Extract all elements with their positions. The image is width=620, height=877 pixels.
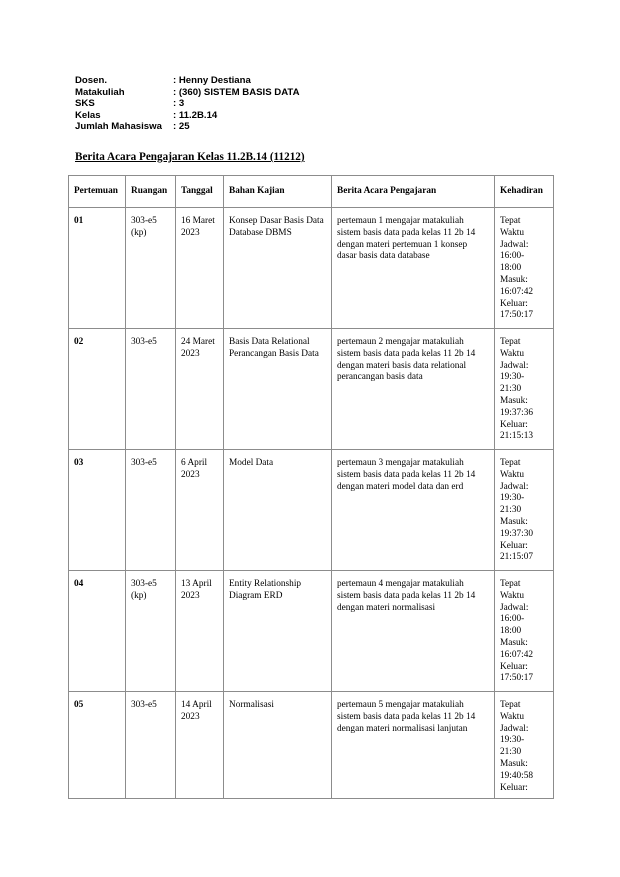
dosen-value: : Henny Destiana (173, 75, 251, 86)
info-row-dosen (75, 75, 300, 87)
kehadiran-line: 21:15:07 (500, 552, 534, 563)
kehadiran-line: Masuk: (500, 395, 528, 406)
cell-bahan-kajian: Normalisasi (224, 692, 332, 799)
jumlah-value: : 25 (173, 121, 190, 132)
kehadiran-line: 16:07:42 (500, 286, 534, 297)
kehadiran-line: 19:30- (500, 372, 525, 383)
kehadiran-line: Tepat (500, 700, 521, 710)
kehadiran-line: Jadwal: (500, 360, 529, 371)
kehadiran-line: 16:00- (500, 614, 525, 625)
kehadiran-line: Keluar: (500, 298, 528, 309)
kehadiran-line: Masuk: (500, 758, 528, 769)
column-header-tanggal: Tanggal (176, 176, 224, 208)
cell-bahan-kajian: Konsep Dasar Basis Data Database DBMS (224, 208, 332, 329)
kehadiran-line: Keluar: (500, 661, 528, 672)
kehadiran-line: Jadwal: (500, 481, 529, 492)
cell-ruangan: 303-e5 (kp) (126, 208, 176, 329)
cell-tanggal: 14 April 2023 (176, 692, 224, 799)
table-row (69, 692, 554, 799)
kehadiran-line: Waktu (500, 348, 525, 359)
cell-berita-acara: pertemaun 2 mengajar matakuliah sistem basis data pada kelas 11 2b 14 dengan materi basis data relational perancangan basis data (332, 329, 495, 450)
cell-kehadiran (495, 208, 554, 329)
kehadiran-line: 21:15:13 (500, 431, 534, 442)
kehadiran-line: Jadwal: (500, 723, 529, 734)
cell-pertemuan: 02 (69, 329, 126, 450)
cell-kehadiran (495, 329, 554, 450)
kehadiran-line: Tepat (500, 458, 521, 468)
cell-berita-acara: pertemaun 3 mengajar matakuliah sistem basis data pada kelas 11 2b 14 dengan materi model data dan erd (332, 450, 495, 571)
info-row-jumlah (75, 121, 300, 133)
table-row (69, 450, 554, 571)
cell-tanggal: 24 Maret 2023 (176, 329, 224, 450)
column-header-ruangan: Ruangan (126, 176, 176, 208)
column-header-kehadiran: Kehadiran (495, 176, 554, 208)
kehadiran-line: 16:00- (500, 251, 525, 262)
cell-tanggal: 13 April 2023 (176, 571, 224, 692)
cell-ruangan: 303-e5 (126, 329, 176, 450)
kehadiran-line: Tepat (500, 337, 521, 347)
kehadiran-line: Waktu (500, 227, 525, 238)
kehadiran-line: 18:00 (500, 626, 522, 637)
sks-label: SKS (75, 98, 95, 109)
kehadiran-line: 16:07:42 (500, 649, 534, 660)
jumlah-label: Jumlah Mahasiswa (75, 121, 162, 132)
kehadiran-line: 17:50:17 (500, 310, 534, 321)
kehadiran-line: 19:37:30 (500, 528, 534, 539)
kehadiran-line: Tepat (500, 579, 521, 589)
kehadiran-line: Tepat (500, 216, 521, 226)
kehadiran-line: Masuk: (500, 274, 528, 285)
table-header-row (69, 176, 554, 208)
info-row-sks (75, 98, 300, 110)
cell-kehadiran (495, 692, 554, 799)
kehadiran-line: Masuk: (500, 516, 528, 527)
kehadiran-line: 17:50:17 (500, 673, 534, 684)
table-row (69, 571, 554, 692)
kehadiran-line: Keluar: (500, 419, 528, 430)
cell-ruangan: 303-e5 (126, 692, 176, 799)
kehadiran-line: Masuk: (500, 637, 528, 648)
cell-bahan-kajian: Model Data (224, 450, 332, 571)
kehadiran-line: Keluar: (500, 540, 528, 551)
attendance-table (68, 175, 554, 799)
kehadiran-line: Waktu (500, 469, 525, 480)
cell-ruangan: 303-e5 (126, 450, 176, 571)
kelas-label: Kelas (75, 109, 101, 121)
kehadiran-line: 21:30 (500, 747, 522, 758)
cell-pertemuan: 05 (69, 692, 126, 799)
column-header-pertemuan: Pertemuan (69, 176, 126, 208)
cell-pertemuan: 04 (69, 571, 126, 692)
kehadiran-line: 21:30 (500, 505, 522, 516)
kehadiran-line: 19:30- (500, 735, 525, 746)
cell-bahan-kajian: Basis Data Relational Perancangan Basis Data (224, 329, 332, 450)
cell-kehadiran (495, 450, 554, 571)
column-header-bahan-kajian: Bahan Kajian (224, 176, 332, 208)
matakuliah-value: : (360) SISTEM BASIS DATA (173, 86, 300, 98)
kehadiran-line: Jadwal: (500, 239, 529, 250)
cell-pertemuan: 01 (69, 208, 126, 329)
kehadiran-line: Keluar: (500, 782, 528, 793)
cell-bahan-kajian: Entity Relationship Diagram ERD (224, 571, 332, 692)
kehadiran-line: 21:30 (500, 384, 522, 395)
cell-tanggal: 6 April 2023 (176, 450, 224, 571)
kehadiran-line: Waktu (500, 711, 525, 722)
kehadiran-line: 18:00 (500, 263, 522, 274)
table-row (69, 208, 554, 329)
kehadiran-line: 19:37:36 (500, 407, 534, 418)
sks-value: : 3 (173, 98, 185, 109)
document-title: Berita Acara Pengajaran Kelas 11.2B.14 (11212) (75, 151, 305, 163)
kehadiran-line: 19:40:58 (500, 770, 534, 781)
kelas-value: : 11.2B.14 (173, 109, 218, 121)
cell-ruangan: 303-e5 (kp) (126, 571, 176, 692)
cell-berita-acara: pertemaun 4 mengajar matakuliah sistem basis data pada kelas 11 2b 14 dengan materi normalisasi (332, 571, 495, 692)
course-info (75, 75, 300, 133)
matakuliah-label: Matakuliah (75, 86, 125, 98)
table-row (69, 329, 554, 450)
column-header-berita-acara: Berita Acara Pengajaran (332, 176, 495, 208)
dosen-label: Dosen. (75, 75, 107, 86)
kehadiran-line: 19:30- (500, 493, 525, 504)
info-row-matakuliah (75, 87, 300, 99)
kehadiran-line: Waktu (500, 590, 525, 601)
cell-berita-acara: pertemaun 1 mengajar matakuliah sistem basis data pada kelas 11 2b 14 dengan materi pertemuan 1 konsep dasar basis data database (332, 208, 495, 329)
info-row-kelas (75, 110, 300, 122)
cell-kehadiran (495, 571, 554, 692)
cell-pertemuan: 03 (69, 450, 126, 571)
kehadiran-line: Jadwal: (500, 602, 529, 613)
cell-tanggal: 16 Maret 2023 (176, 208, 224, 329)
table-body (69, 208, 554, 799)
cell-berita-acara: pertemaun 5 mengajar matakuliah sistem basis data pada kelas 11 2b 14 dengan materi normalisasi lanjutan (332, 692, 495, 799)
